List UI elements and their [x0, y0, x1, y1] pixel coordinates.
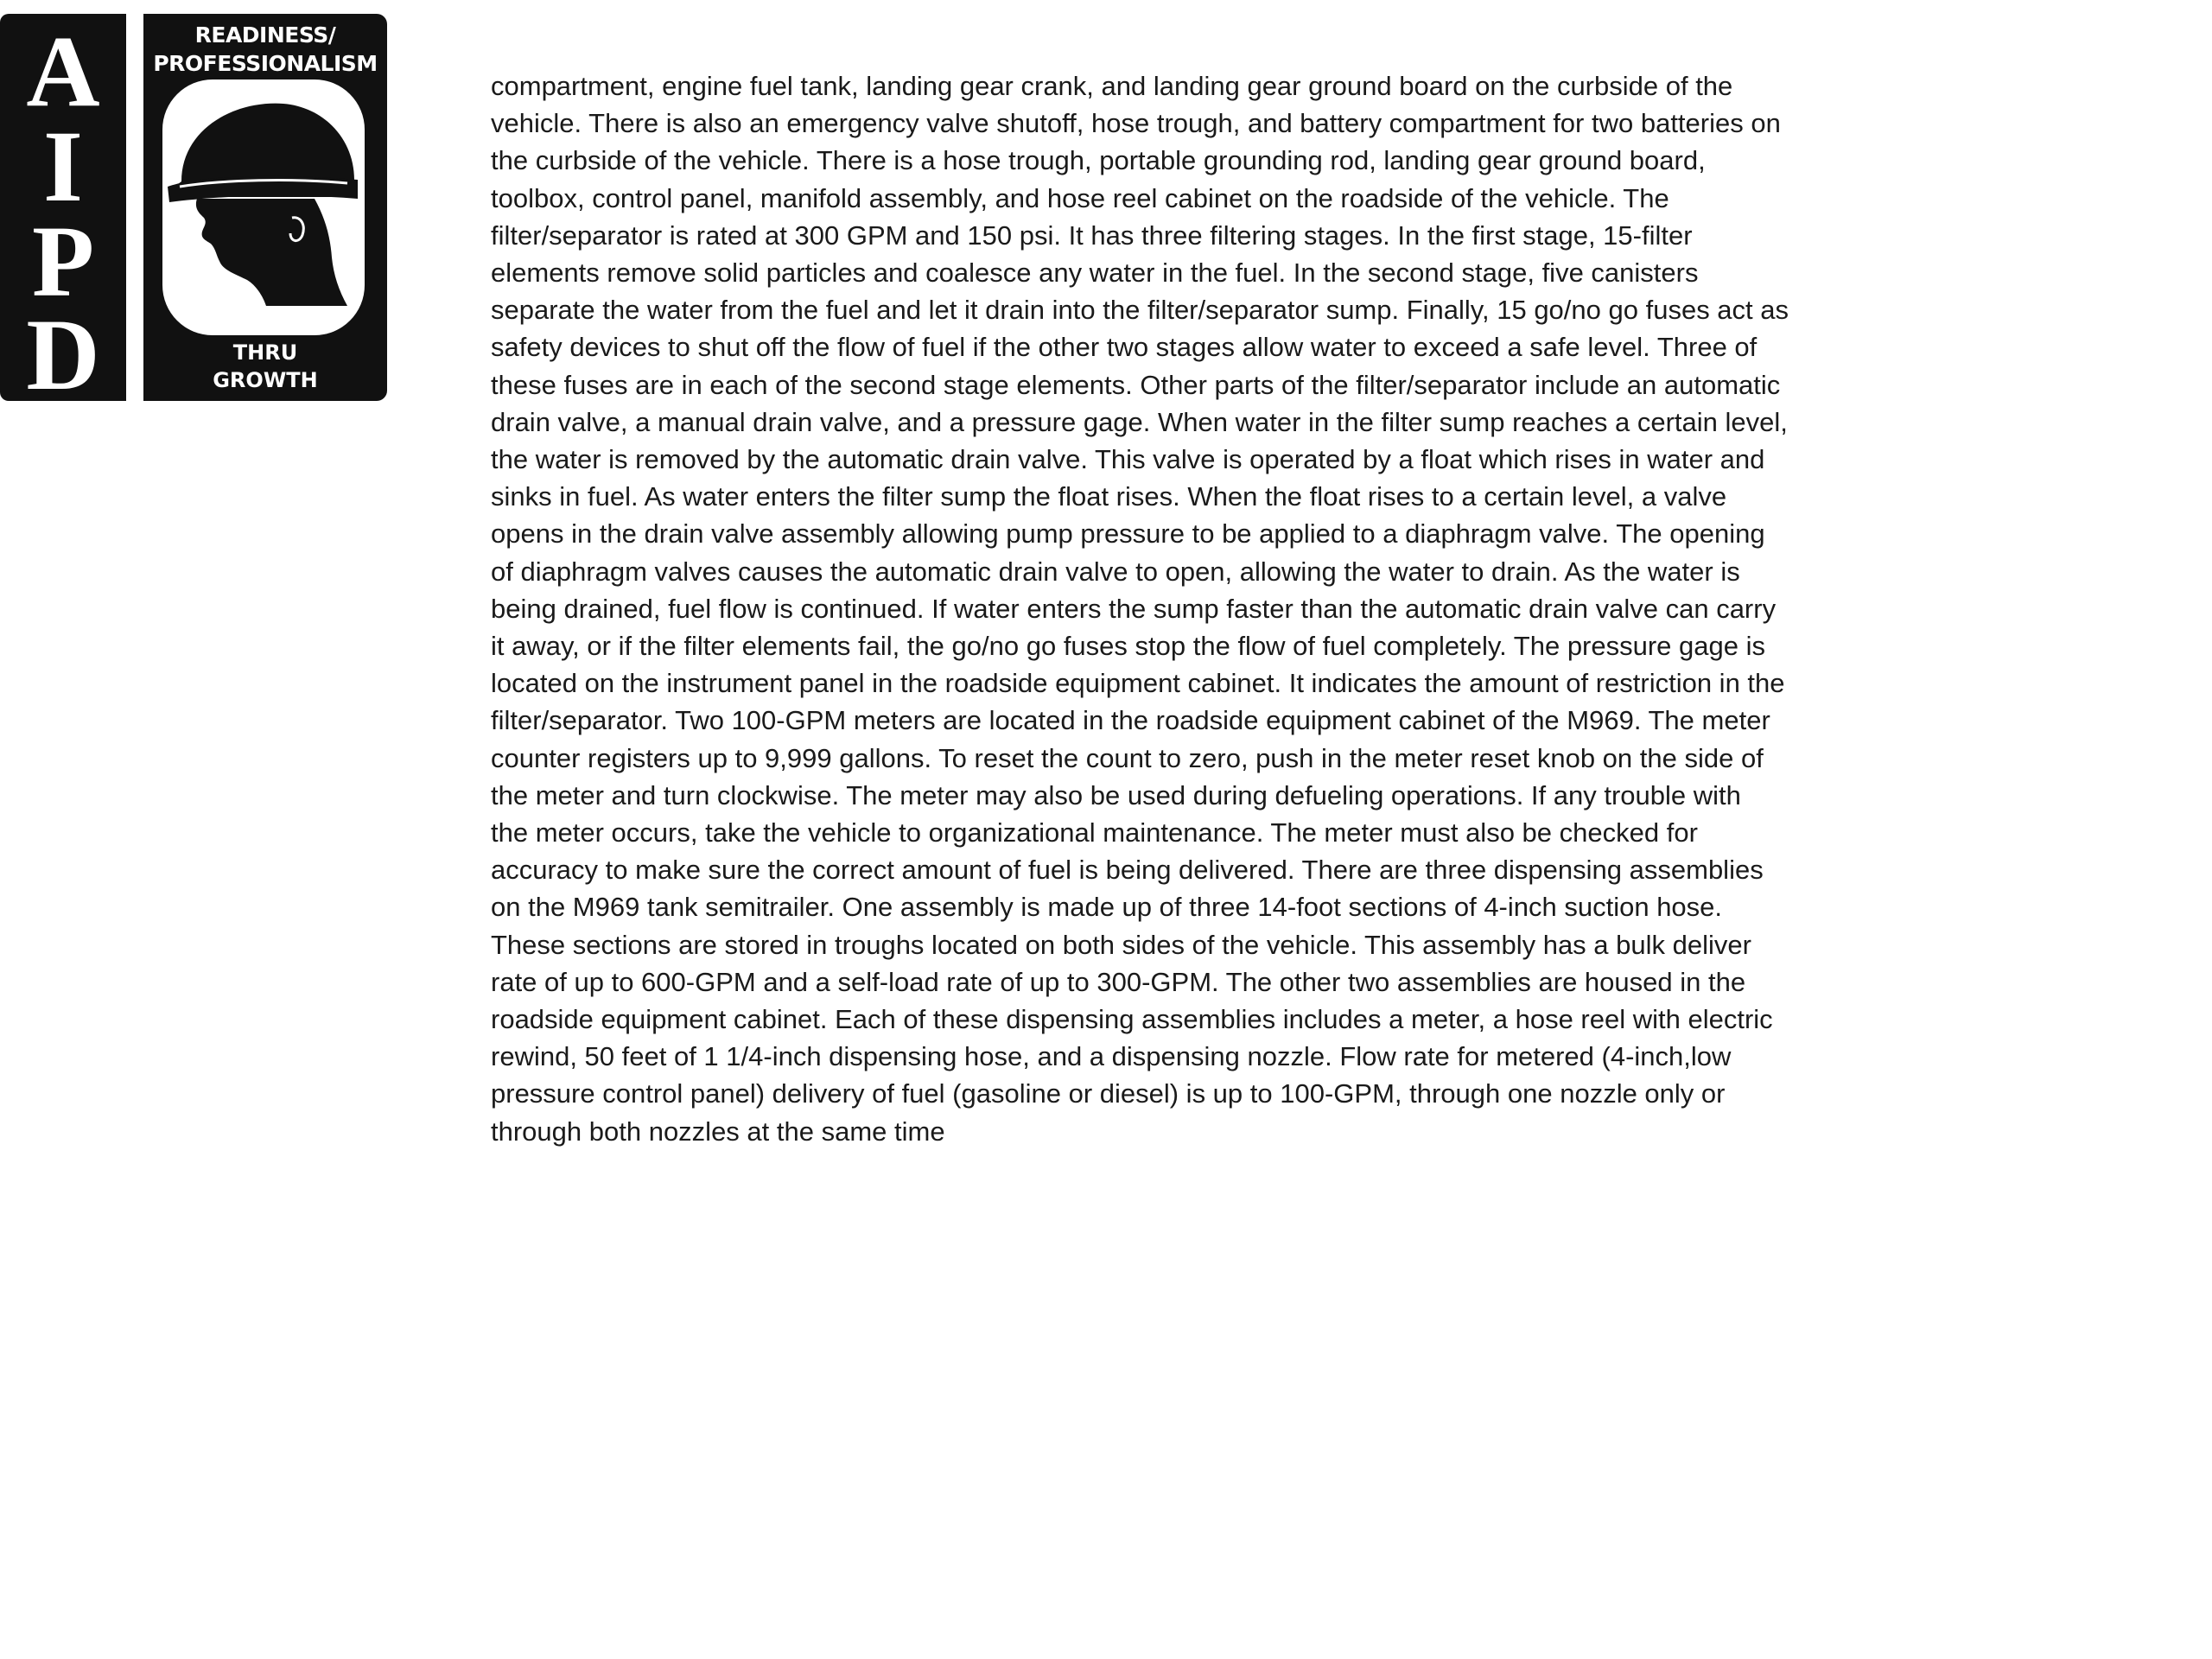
body-line: on the M969 tank semitrailer. One assembly is made up of three 14-foot sections of 4-inch suction hose.	[491, 892, 1723, 923]
logo-motto-top	[143, 21, 387, 78]
logo-letter-d: D	[26, 298, 100, 411]
body-line: of diaphragm valves causes the automatic drain valve to open, allowing the water to drain. As the water is	[491, 556, 1740, 587]
body-line: the curbside of the vehicle. There is a hose trough, portable grounding rod, landing gear ground board,	[491, 145, 1706, 176]
body-line: the water is removed by the automatic drain valve. This valve is operated by a float which rises in water and	[491, 444, 1765, 475]
logo-letter-p: P	[31, 205, 95, 318]
body-line: rate of up to 600-GPM and a self-load rate of up to 300-GPM. The other two assemblies are housed in the	[491, 966, 1746, 997]
body-line: These sections are stored in troughs located on both sides of the vehicle. This assembly has a bulk deliver	[491, 929, 1751, 960]
body-paragraph	[491, 67, 1925, 1150]
body-line: separate the water from the fuel and let it drain into the filter/separator sump. Finally, 15 go/no go fuses act as	[491, 295, 1789, 326]
body-line: accuracy to make sure the correct amount of fuel is being delivered. There are three dispensing assemblies	[491, 855, 1764, 886]
body-line: safety devices to shut off the flow of fuel if the other two stages allow water to exceed a safe level. Three of	[491, 332, 1758, 363]
body-line: elements remove solid particles and coalesce any water in the fuel. In the second stage, five canisters	[491, 257, 1699, 289]
body-line: these fuses are in each of the second stage elements. Other parts of the filter/separator include an automatic	[491, 369, 1781, 400]
logo-emblem-panel	[143, 14, 387, 401]
body-line: filter/separator is rated at 300 GPM and 150 psi. It has three filtering stages. In the first stage, 15-filter	[491, 219, 1693, 251]
logo-motto-readiness: READINESS/	[194, 22, 336, 48]
logo-motto-professionalism: PROFESSIONALISM	[153, 51, 378, 76]
body-line: toolbox, control panel, manifold assembly, and hose reel cabinet on the roadside of the vehicle. The	[491, 182, 1669, 213]
logo-letters-panel	[0, 14, 126, 411]
body-line: pressure control panel) delivery of fuel (gasoline or diesel) is up to 100-GPM, through one nozzle only or	[491, 1078, 1726, 1109]
body-line: drain valve, a manual drain valve, and a pressure gage. When water in the filter sump reaches a certain level,	[491, 406, 1788, 437]
logo-motto-bottom	[143, 339, 387, 394]
logo-letter-i: I	[43, 110, 83, 223]
body-line: counter registers up to 9,999 gallons. To reset the count to zero, push in the meter reset knob on the side of	[491, 742, 1764, 773]
body-line: sinks in fuel. As water enters the filter sump the float rises. When the float rises to a certain level, a valve	[491, 481, 1727, 512]
body-line: filter/separator. Two 100-GPM meters are located in the roadside equipment cabinet of the M969. The meter	[491, 705, 1770, 736]
soldier-helmet-silhouette-icon	[162, 79, 365, 335]
body-line: opens in the drain valve assembly allowing pump pressure to be applied to a diaphragm valve. The opening	[491, 518, 1765, 550]
body-line: roadside equipment cabinet. Each of these dispensing assemblies includes a meter, a hose reel with electric	[491, 1004, 1773, 1035]
aipd-logo	[0, 14, 387, 411]
body-line: the meter and turn clockwise. The meter may also be used during defueling operations. If any trouble with	[491, 779, 1741, 810]
logo-motto-thru: THRU	[232, 340, 298, 365]
body-line: vehicle. There is also an emergency valve shutoff, hose trough, and battery compartment for two batteries on	[491, 108, 1781, 139]
body-line: being drained, fuel flow is continued. If water enters the sump faster than the automatic drain valve can carry	[491, 593, 1777, 624]
body-line: the meter occurs, take the vehicle to organizational maintenance. The meter must also be checked for	[491, 817, 1698, 849]
logo-letter-a: A	[26, 15, 100, 128]
body-line: through both nozzles at the same time	[491, 1116, 945, 1147]
logo-motto-growth: GROWTH	[213, 368, 318, 392]
body-line: compartment, engine fuel tank, landing gear crank, and landing gear ground board on the curbside of the	[491, 71, 1733, 101]
body-line: rewind, 50 feet of 1 1/4-inch dispensing hose, and a dispensing nozzle. Flow rate for metered (4-inch,low	[491, 1041, 1732, 1072]
body-line: it away, or if the filter elements fail, the go/no go fuses stop the flow of fuel completely. The pressure gage is	[491, 631, 1765, 662]
body-line: located on the instrument panel in the roadside equipment cabinet. It indicates the amount of restriction in the	[491, 668, 1785, 699]
